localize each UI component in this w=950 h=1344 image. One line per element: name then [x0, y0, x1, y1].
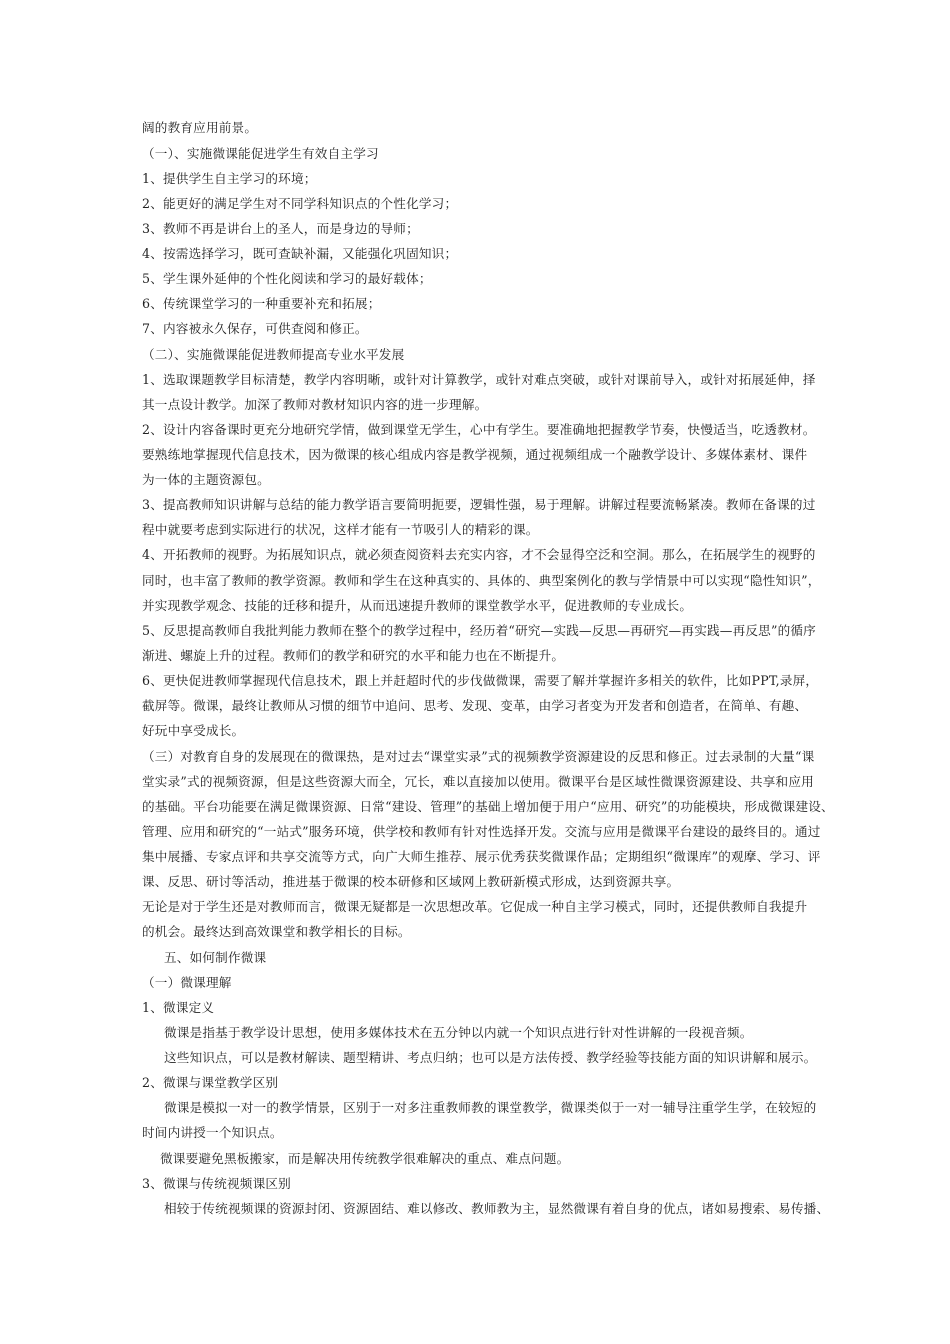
text-line: （三）对教育自身的发展现在的微课热，是对过去“课堂实录”式的视频教学资源建设的反思和修正。过去录制的大量“课: [142, 749, 815, 764]
text-line: 时间内讲授一个知识点。: [142, 1125, 283, 1140]
text-line: 相较于传统视频课的资源封闭、资源固结、难以修改、教师教为主，显然微课有着自身的优点，诸如易搜索、易传播、: [164, 1201, 830, 1216]
text-line: 微课是模拟一对一的教学情景，区别于一对多注重教师教的课堂教学，微课类似于一对一辅导注重学生学，在较短的: [164, 1100, 817, 1115]
list-item: 2、能更好的满足学生对不同学科知识点的个性化学习；: [142, 196, 458, 211]
text-line: 微课要避免黑板搬家，而是解决用传统教学很难解决的重点、难点问题。: [160, 1151, 570, 1166]
text-line: 集中展播、专家点评和共享交流等方式，向广大师生推荐、展示优秀获奖微课作品；定期组织“微课库”的观摩、学习、评: [142, 849, 821, 864]
text-line: 3、提高教师知识讲解与总结的能力教学语言要简明扼要，逻辑性强，易于理解。讲解过程要流畅紧凑。教师在备课的过: [142, 497, 816, 512]
text-line: 并实现教学观念、技能的迁移和提升，从而迅速提升教师的课堂教学水平，促进教师的专业成长。: [142, 598, 693, 613]
list-item: 7、内容被永久保存，可供查阅和修正。: [142, 321, 368, 336]
text-line: 1、选取课题教学目标清楚，教学内容明晰，或针对计算教学，或针对难点突破，或针对课前导入，或针对拓展延伸，择: [142, 372, 816, 387]
text-line: 同时，也丰富了教师的教学资源。教师和学生在这种真实的、具体的、典型案例化的教与学情景中可以实现“隐性知识”，: [142, 573, 821, 588]
list-item: 5、学生课外延伸的个性化阅读和学习的最好载体；: [142, 271, 432, 286]
subsection-heading: 2、微课与课堂教学区别: [142, 1075, 279, 1090]
text-line: 4、开拓教师的视野。为拓展知识点，就必须查阅资料去充实内容，才不会显得空泛和空洞。那么，在拓展学生的视野的: [142, 547, 816, 562]
text-line: 渐进、螺旋上升的过程。教师们的教学和研究的水平和能力也在不断提升。: [142, 648, 565, 663]
text-line: 这些知识点，可以是教材解读、题型精讲、考点归纳；也可以是方法传授、教学经验等技能方面的知识讲解和展示。: [164, 1050, 817, 1065]
subsection-heading: 3、微课与传统视频课区别: [142, 1176, 291, 1191]
text-line: 2、设计内容备课时更充分地研究学情，做到课堂无学生，心中有学生。要准确地把握教学节奏，快慢适当，吃透教材。: [142, 422, 816, 437]
subsection-heading: 1、微课定义: [142, 1000, 215, 1015]
text-line: 截屏等。微课，最终让教师从习惯的细节中追问、思考、发现、变革，由学习者变为开发者和创造者，在简单、有趣、: [142, 698, 808, 713]
text-line: 的基础。平台功能要在满足微课资源、日常“建设、管理”的基础上增加便于用户“应用、研究”的功能模块，形成微课建设、: [142, 799, 834, 814]
text-line: 好玩中享受成长。: [142, 723, 245, 738]
section-heading: 五、如何制作微课: [164, 950, 267, 965]
section-heading: （一）微课理解: [142, 975, 232, 990]
text-line: 的机会。最终达到高效课堂和教学相长的目标。: [142, 924, 411, 939]
text-line: 其一点设计教学。加深了教师对教材知识内容的进一步理解。: [142, 397, 488, 412]
list-item: 1、提供学生自主学习的环境；: [142, 171, 317, 186]
text-line: 为一体的主题资源包。: [142, 472, 270, 487]
list-item: 4、按需选择学习，既可查缺补漏，又能强化巩固知识；: [142, 246, 458, 261]
text-line: 要熟练地掌握现代信息技术，因为微课的核心组成内容是教学视频，通过视频组成一个融教学设计、多媒体素材、课件: [142, 447, 808, 462]
text-line: 6、更快促进教师掌握现代信息技术，跟上并赶超时代的步伐做微课，需要了解并掌握许多相关的软件，比如PPT,录屏，: [142, 673, 819, 688]
text-line: 管理、应用和研究的“一站式”服务环境，供学校和教师有针对性选择开发。交流与应用是微课平台建设的最终目的。通过: [142, 824, 821, 839]
section-heading: （一）、实施微课能促进学生有效自主学习: [142, 146, 379, 161]
text-line: 微课是指基于教学设计思想，使用多媒体技术在五分钟以内就一个知识点进行针对性讲解的一段视音频。: [164, 1025, 753, 1040]
text-line: 堂实录”式的视频资源，但是这些资源大而全，冗长，难以直接加以使用。微课平台是区域性微课资源建设、共享和应用: [142, 774, 814, 789]
text-line: 课、反思、研讨等活动，推进基于微课的校本研修和区域网上教研新模式形成，达到资源共享。: [142, 874, 680, 889]
text-line: 程中就要考虑到实际进行的状况，这样才能有一节吸引人的精彩的课。: [142, 522, 539, 537]
section-heading: （二）、实施微课能促进教师提高专业水平发展: [142, 347, 405, 362]
list-item: 6、传统课堂学习的一种重要补充和拓展；: [142, 296, 381, 311]
text-line: 阔的教育应用前景。: [142, 120, 258, 135]
text-line: 无论是对于学生还是对教师而言，微课无疑都是一次思想改革。它促成一种自主学习模式，同时，还提供教师自我提升: [142, 899, 808, 914]
list-item: 3、教师不再是讲台上的圣人，而是身边的导师；: [142, 221, 419, 236]
text-line: 5、反思提高教师自我批判能力教师在整个的教学过程中，经历着“研究—实践—反思—再研究—再实践—再反思”的循序: [142, 623, 816, 638]
